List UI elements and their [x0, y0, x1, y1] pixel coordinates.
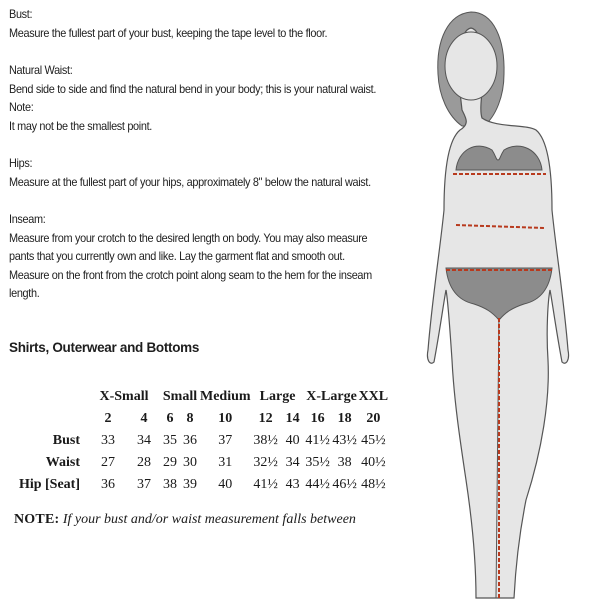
face-shape — [445, 32, 497, 100]
size-name-row — [14, 386, 388, 408]
measurement-cell: 35 — [163, 433, 177, 448]
measurement-instructions — [9, 6, 385, 304]
size-number: 8 — [186, 411, 194, 426]
inseam-text-line: length. — [9, 287, 40, 300]
measurement-cell: 32½ — [253, 455, 278, 470]
measurement-cell: 27 — [101, 455, 115, 470]
measurement-cell: 36 — [183, 433, 197, 448]
size-name: Large — [259, 389, 296, 404]
measurement-cell: 39 — [183, 477, 197, 492]
waist-text: Bend side to side and find the natural bend in your body; this is your natural waist. — [9, 82, 377, 96]
size-number: 16 — [310, 411, 325, 426]
size-name: X-Large — [306, 389, 357, 404]
waist-row — [14, 452, 388, 474]
size-number: 6 — [166, 411, 174, 426]
measurement-cell: 33 — [101, 433, 115, 448]
measurement-cell: 34 — [137, 433, 151, 448]
hips-label: Hips: — [9, 157, 33, 170]
bust-label: Bust: — [9, 8, 33, 21]
measurement-cell: 45½ — [361, 433, 386, 448]
waist-label: Natural Waist: — [9, 64, 73, 77]
inseam-text-line: pants that you currently own and like. Lay the garment flat and smooth out. — [9, 250, 345, 263]
measurement-cell: 44½ — [305, 477, 330, 492]
measurement-cell: 46½ — [332, 477, 357, 492]
size-number: 18 — [337, 411, 352, 426]
hip-row — [14, 474, 388, 496]
fit-note — [14, 512, 400, 528]
size-name: XXL — [358, 389, 389, 404]
size-number: 10 — [218, 411, 233, 426]
size-number-row — [14, 408, 388, 430]
measurement-cell: 28 — [137, 455, 151, 470]
measurement-cell: 41½ — [253, 477, 278, 492]
size-name: Small — [162, 389, 198, 404]
size-number: 12 — [258, 411, 273, 426]
hips-text: Measure at the fullest part of your hips, approximately 8" below the natural waist. — [9, 175, 371, 189]
inseam-label: Inseam: — [9, 213, 46, 226]
measurement-cell: 37 — [137, 477, 151, 492]
measurement-cell: 40 — [285, 433, 300, 448]
row-label: Bust — [52, 433, 80, 448]
measurement-cell: 40½ — [361, 455, 386, 470]
inseam-text-line: Measure from your crotch to the desired length on body. You may also measure — [9, 231, 368, 245]
bust-row — [14, 430, 388, 452]
measurement-cell: 37 — [218, 433, 233, 448]
measurement-cell: 48½ — [361, 477, 386, 492]
size-number: 14 — [285, 411, 300, 426]
note-text-italic: If your bust and/or waist measurement falls between — [62, 512, 356, 527]
measurement-cell: 29 — [163, 455, 177, 470]
measurement-cell: 38½ — [253, 433, 278, 448]
size-number: 2 — [104, 411, 112, 426]
size-number: 20 — [366, 411, 381, 426]
note-text: It may not be the smallest point. — [9, 119, 153, 133]
row-label: Waist — [45, 455, 80, 470]
size-table — [14, 386, 388, 496]
measurement-cell: 36 — [101, 477, 115, 492]
row-label: Hip [Seat] — [18, 477, 80, 492]
measurement-cell: 34 — [285, 455, 300, 470]
section-title: Shirts, Outerwear and Bottoms — [9, 340, 200, 355]
measurement-cell: 38 — [337, 455, 352, 470]
measurement-cell: 43½ — [332, 433, 357, 448]
measurement-cell: 43 — [285, 477, 300, 492]
measurement-cell: 41½ — [305, 433, 330, 448]
measurement-cell: 35½ — [305, 455, 330, 470]
inseam-text-line: Measure on the front from the crotch point along seam to the hem for the inseam — [9, 268, 372, 282]
size-name: X-Small — [99, 389, 149, 404]
measurement-cell: 40 — [218, 477, 233, 492]
measurement-cell: 31 — [218, 455, 233, 470]
size-number: 4 — [140, 411, 148, 426]
body-figure-illustration — [396, 0, 600, 616]
measurement-cell: 38 — [163, 477, 177, 492]
note-label-strong: NOTE: — [14, 512, 60, 527]
size-name: Medium — [200, 389, 251, 404]
note-label: Note: — [9, 101, 34, 114]
measurement-cell: 30 — [183, 455, 197, 470]
bust-text: Measure the fullest part of your bust, keeping the tape level to the floor. — [9, 26, 328, 40]
